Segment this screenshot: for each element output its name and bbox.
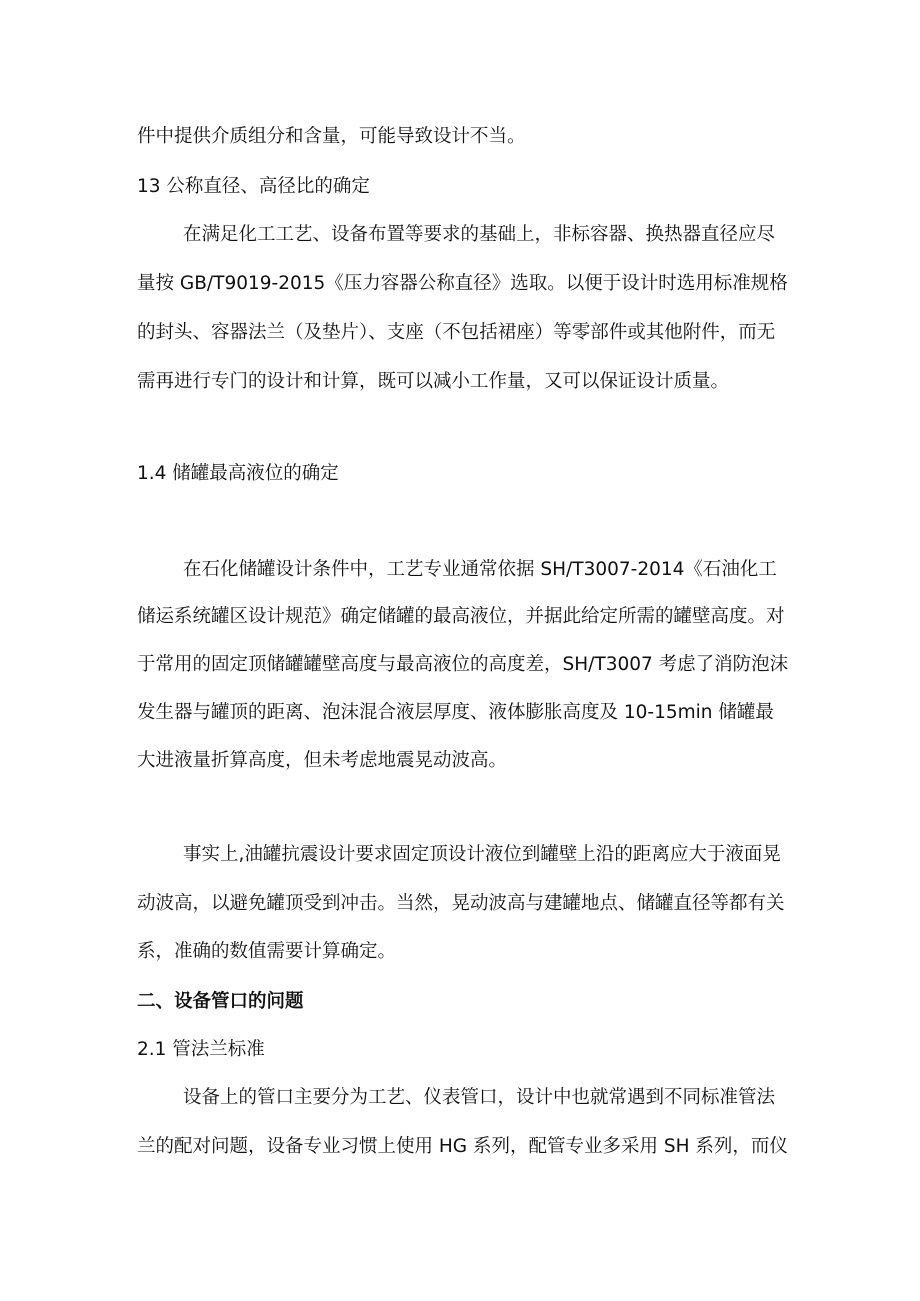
section-1-4-para1-line: 于常用的固定顶储罐罐壁高度与最高液位的高度差，SH/T3007 考虑了消防泡沫 [137,654,789,675]
section-2-heading: 二、设备管口的问题 [137,991,304,1012]
section-1-4-para1-line: 发生器与罐顶的距离、泡沫混合液层厚度、液体膨胀高度及 10-15min 储罐最 [137,702,774,723]
section-1-3-para-line: 需再进行专门的设计和计算，既可以减小工作量，又可以保证设计质量。 [137,371,730,392]
section-1-4-para1-line: 大进液量折算高度，但未考虑地震晃动波高。 [137,750,508,771]
section-1-4-para1-line: 储运系统罐区设计规范》确定储罐的最高液位，并据此给定所需的罐壁高度。对 [137,606,785,627]
section-1-4-para2-line: 系，准确的数值需要计算确定。 [137,941,397,962]
section-2-1-heading: 2.1 管法兰标准 [137,1039,265,1060]
section-2-1-para-line: 设备上的管口主要分为工艺、仪表管口，设计中也就常遇到不同标准管法 [183,1087,776,1108]
section-1-4-heading: 1.4 储罐最高液位的确定 [137,463,339,484]
section-1-4-para2-line: 动波高，以避免罐顶受到冲击。当然，晃动波高与建罐地点、储罐直径等都有关 [137,893,785,914]
section-1-3-para-line: 量按 GB/T9019-2015《压力容器公称直径》选取。以便于设计时选用标准规格 [137,273,788,294]
section-1-3-para-line: 在满足化工工艺、设备布置等要求的基础上，非标容器、换热器直径应尽 [183,224,776,245]
section-2-1-para-line: 兰的配对问题，设备专业习惯上使用 HG 系列，配管专业多采用 SH 系列，而仪 [137,1136,788,1157]
section-1-3-para-line: 的封头、容器法兰（及垫片）、支座（不包括裙座）等零部件或其他附件，而无 [137,322,776,343]
section-1-3-heading: 13 公称直径、高径比的确定 [137,176,370,197]
section-1-4-para2-line: 事实上,油罐抗震设计要求固定顶设计液位到罐壁上沿的距离应大于液面晃 [183,844,781,865]
section-1-4-para1-line: 在石化储罐设计条件中，工艺专业通常依据 SH/T3007-2014《石油化工 [183,559,777,580]
intro-tail-line: 件中提供介质组分和含量，可能导致设计不当。 [137,126,526,147]
